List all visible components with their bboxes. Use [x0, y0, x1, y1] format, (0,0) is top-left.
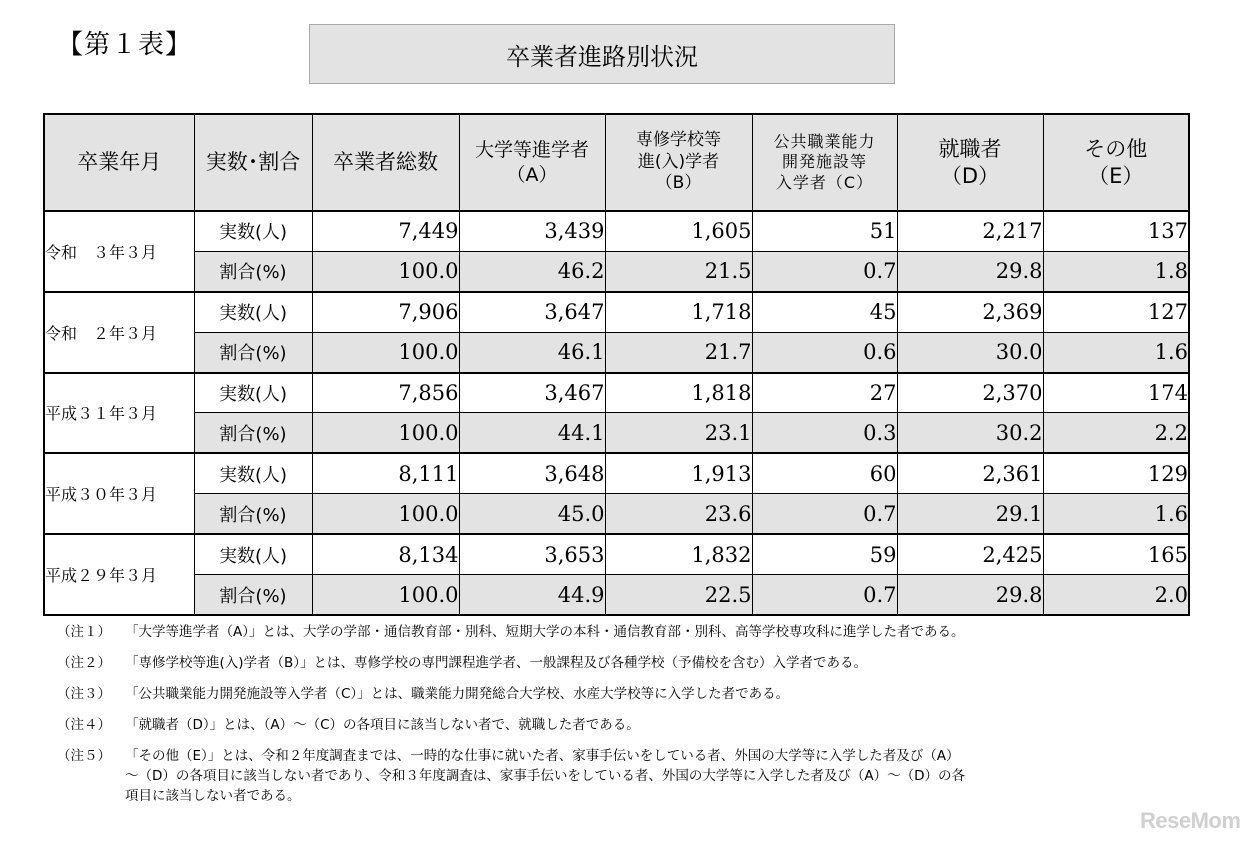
- ratio-cell: 1.6: [1043, 494, 1189, 534]
- kind-cell: 実数(人): [194, 292, 312, 332]
- header-total: [312, 114, 459, 211]
- note-number: （注５）: [57, 748, 111, 764]
- table-row-ratio: [44, 575, 1189, 615]
- table-row-count: [44, 292, 1189, 332]
- ratio-cell: 100.0: [312, 413, 459, 453]
- kind-cell: 割合(%): [194, 332, 312, 372]
- ratio-cell: 1.8: [1043, 251, 1189, 291]
- header-text: 大学等進学者 （A）: [474, 139, 589, 186]
- note-number: （注４）: [57, 717, 111, 733]
- note-number: （注２）: [57, 655, 111, 671]
- count-cell: 2,361: [897, 453, 1043, 493]
- ratio-cell: 45.0: [459, 494, 605, 534]
- table-row-ratio: [44, 494, 1189, 534]
- ratio-cell: 21.5: [605, 251, 752, 291]
- ratio-cell: 22.5: [605, 575, 752, 615]
- header-c: [752, 114, 897, 211]
- period-cell: 平成３１年３月: [44, 373, 194, 454]
- ratio-cell: 44.9: [459, 575, 605, 615]
- ratio-cell: 23.6: [605, 494, 752, 534]
- count-cell: 60: [752, 453, 897, 493]
- ratio-cell: 46.2: [459, 251, 605, 291]
- table-row-count: [44, 373, 1189, 413]
- ratio-cell: 2.0: [1043, 575, 1189, 615]
- ratio-cell: 2.2: [1043, 413, 1189, 453]
- note-text: 「その他（E）」とは、令和２年度調査までは、一時的な仕事に就いた者、家事手伝いをしている者、外国の大学等に入学した者及び（A） ～（D）の各項目に該当しない者であり、令和３年度調査は、家事手伝いをしている者、外国の大学等に入学した者及び（A）～（D）の各 項目に該当しない者である。: [125, 748, 966, 804]
- count-cell: 3,467: [459, 373, 605, 413]
- count-cell: 129: [1043, 453, 1189, 493]
- notes: [57, 622, 1197, 817]
- ratio-cell: 1.6: [1043, 332, 1189, 372]
- ratio-cell: 0.7: [752, 575, 897, 615]
- table-row-ratio: [44, 413, 1189, 453]
- count-cell: 7,906: [312, 292, 459, 332]
- count-cell: 59: [752, 534, 897, 574]
- kind-cell: 実数(人): [194, 211, 312, 251]
- ratio-cell: 100.0: [312, 332, 459, 372]
- ratio-cell: 0.3: [752, 413, 897, 453]
- header-text: 実数･割合: [205, 150, 301, 175]
- period-cell: 平成２９年３月: [44, 534, 194, 615]
- ratio-cell: 100.0: [312, 575, 459, 615]
- count-cell: 45: [752, 292, 897, 332]
- note-text: 「大学等進学者（A）」とは、大学の学部・通信教育部・別科、短期大学の本科・通信教育部・別科、高等学校専攻科に進学した者である。: [125, 624, 965, 640]
- note-text: 「就職者（D）」とは、（A）～（C）の各項目に該当しない者で、就職した者である。: [125, 717, 640, 733]
- ratio-cell: 29.8: [897, 251, 1043, 291]
- kind-cell: 割合(%): [194, 494, 312, 534]
- count-cell: 3,439: [459, 211, 605, 251]
- note-item: [57, 653, 1197, 673]
- count-cell: 3,653: [459, 534, 605, 574]
- ratio-cell: 29.1: [897, 494, 1043, 534]
- header-text: 専修学校等 進(入)学者 （B）: [636, 129, 721, 194]
- period-cell: 令和 ２年３月: [44, 292, 194, 373]
- count-cell: 1,718: [605, 292, 752, 332]
- count-cell: 174: [1043, 373, 1189, 413]
- header-b: [605, 114, 752, 211]
- count-cell: 8,111: [312, 453, 459, 493]
- note-item: [57, 715, 1197, 735]
- note-item: [57, 684, 1197, 704]
- table-row-count: [44, 453, 1189, 493]
- header-text: 卒業年月: [77, 150, 162, 175]
- header-text: 公共職業能力 開発施設等 入学者（C）: [773, 131, 876, 192]
- ratio-cell: 30.2: [897, 413, 1043, 453]
- ratio-cell: 23.1: [605, 413, 752, 453]
- header-a: [459, 114, 605, 211]
- count-cell: 1,818: [605, 373, 752, 413]
- ratio-cell: 0.7: [752, 251, 897, 291]
- table-title-text: 卒業者進路別状況: [506, 42, 698, 71]
- kind-cell: 割合(%): [194, 251, 312, 291]
- count-cell: 1,913: [605, 453, 752, 493]
- header-kind: [194, 114, 312, 211]
- count-cell: 27: [752, 373, 897, 413]
- header-period: [44, 114, 194, 211]
- count-cell: 2,217: [897, 211, 1043, 251]
- count-cell: 3,648: [459, 453, 605, 493]
- ratio-cell: 0.6: [752, 332, 897, 372]
- table-row-ratio: [44, 332, 1189, 372]
- kind-cell: 実数(人): [194, 534, 312, 574]
- table-row-count: [44, 211, 1189, 251]
- note-item: [57, 622, 1197, 642]
- kind-cell: 割合(%): [194, 413, 312, 453]
- note-text: 「専修学校等進(入)学者（B）」とは、専修学校の専門課程進学者、一般課程及び各種学校（予備校を含む）入学者である。: [125, 655, 868, 671]
- count-cell: 2,370: [897, 373, 1043, 413]
- ratio-cell: 46.1: [459, 332, 605, 372]
- ratio-cell: 29.8: [897, 575, 1043, 615]
- ratio-cell: 21.7: [605, 332, 752, 372]
- table-title: [309, 24, 895, 84]
- ratio-cell: 0.7: [752, 494, 897, 534]
- count-cell: 165: [1043, 534, 1189, 574]
- career-table: [43, 113, 1190, 616]
- kind-cell: 実数(人): [194, 373, 312, 413]
- ratio-cell: 44.1: [459, 413, 605, 453]
- count-cell: 2,369: [897, 292, 1043, 332]
- header-text: 就職者 （D）: [938, 136, 1002, 188]
- count-cell: 1,605: [605, 211, 752, 251]
- kind-cell: 実数(人): [194, 453, 312, 493]
- kind-cell: 割合(%): [194, 575, 312, 615]
- table-row-count: [44, 534, 1189, 574]
- resemom-logo: ReseMom: [1140, 808, 1241, 833]
- header-text: その他 （E）: [1084, 136, 1148, 188]
- header-text: 卒業者総数: [333, 150, 438, 175]
- period-cell: 平成３０年３月: [44, 453, 194, 534]
- count-cell: 3,647: [459, 292, 605, 332]
- note-number: （注１）: [57, 624, 111, 640]
- note-number: （注３）: [57, 686, 111, 702]
- count-cell: 8,134: [312, 534, 459, 574]
- count-cell: 7,856: [312, 373, 459, 413]
- count-cell: 51: [752, 211, 897, 251]
- table-row-ratio: [44, 251, 1189, 291]
- count-cell: 7,449: [312, 211, 459, 251]
- table-body: [44, 211, 1189, 615]
- count-cell: 1,832: [605, 534, 752, 574]
- count-cell: 127: [1043, 292, 1189, 332]
- ratio-cell: 100.0: [312, 494, 459, 534]
- note-item: [57, 746, 1197, 806]
- header-row: [44, 114, 1189, 211]
- ratio-cell: 100.0: [312, 251, 459, 291]
- count-cell: 2,425: [897, 534, 1043, 574]
- note-text: 「公共職業能力開発施設等入学者（C）」とは、職業能力開発総合大学校、水産大学校等に入学した者である。: [125, 686, 790, 702]
- table-label: 【第１表】: [57, 30, 193, 60]
- header-e: [1043, 114, 1189, 211]
- ratio-cell: 30.0: [897, 332, 1043, 372]
- count-cell: 137: [1043, 211, 1189, 251]
- period-cell: 令和 ３年３月: [44, 211, 194, 292]
- header-d: [897, 114, 1043, 211]
